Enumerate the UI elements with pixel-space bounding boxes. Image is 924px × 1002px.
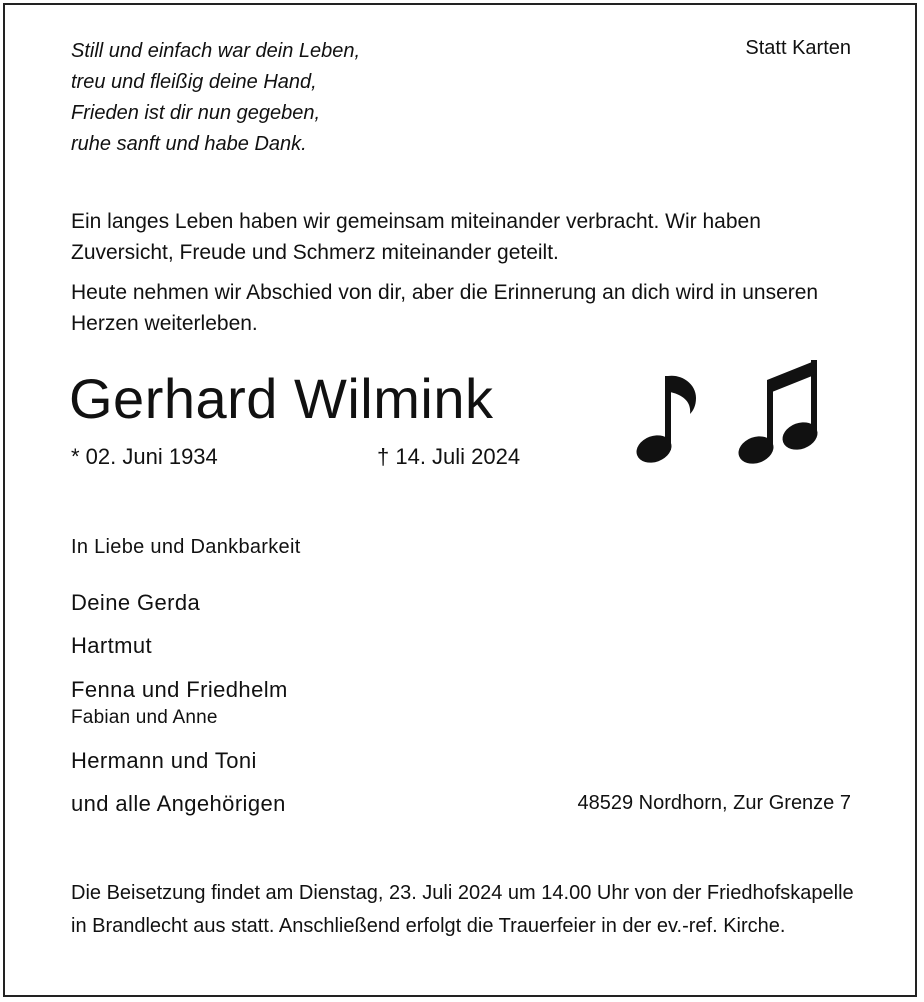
death-date: † 14. Juli 2024: [377, 444, 521, 469]
poem-line: treu und fleißig deine Hand,: [71, 71, 317, 93]
family-member: Hartmut: [71, 633, 153, 658]
family-member: Hermann und Toni: [71, 748, 257, 773]
poem-line: ruhe sanft und habe Dank.: [71, 133, 307, 155]
family-address: 48529 Nordhorn, Zur Grenze 7: [577, 792, 851, 814]
family-intro: In Liebe und Dankbarkeit: [71, 536, 301, 558]
family-member: Fenna und Friedhelm: [71, 677, 288, 702]
poem: [71, 36, 360, 160]
farewell-paragraph: Heute nehmen wir Abschied von dir, aber die Erinnerung an dich wird in unseren Herzen weiterleben.: [71, 281, 819, 335]
beamed-notes-icon: [735, 360, 822, 468]
intro-paragraph: Ein langes Leben haben wir gemeinsam miteinander verbracht. Wir haben Zuversicht, Freude und Schmerz miteinander geteilt.: [71, 210, 761, 264]
family-member: und alle Angehörigen: [71, 791, 286, 816]
birth-date: * 02. Juni 1934: [71, 444, 218, 469]
eighth-note-icon: [633, 376, 696, 468]
family-member-sub: Fabian und Anne: [71, 707, 218, 728]
poem-line: Frieden ist dir nun gegeben,: [71, 102, 321, 124]
funeral-info: Die Beisetzung findet am Dienstag, 23. Juli 2024 um 14.00 Uhr von der Friedhofskapelle in Brandlecht aus statt. Anschließend erfolgt die Trauerfeier in der ev.-ref. Kirche.: [71, 882, 854, 937]
family-member: Deine Gerda: [71, 590, 201, 615]
music-notes: [630, 356, 830, 471]
deceased-name: Gerhard Wilmink: [69, 367, 494, 430]
statt-karten-label: Statt Karten: [745, 37, 851, 59]
poem-line: Still und einfach war dein Leben,: [71, 40, 361, 62]
